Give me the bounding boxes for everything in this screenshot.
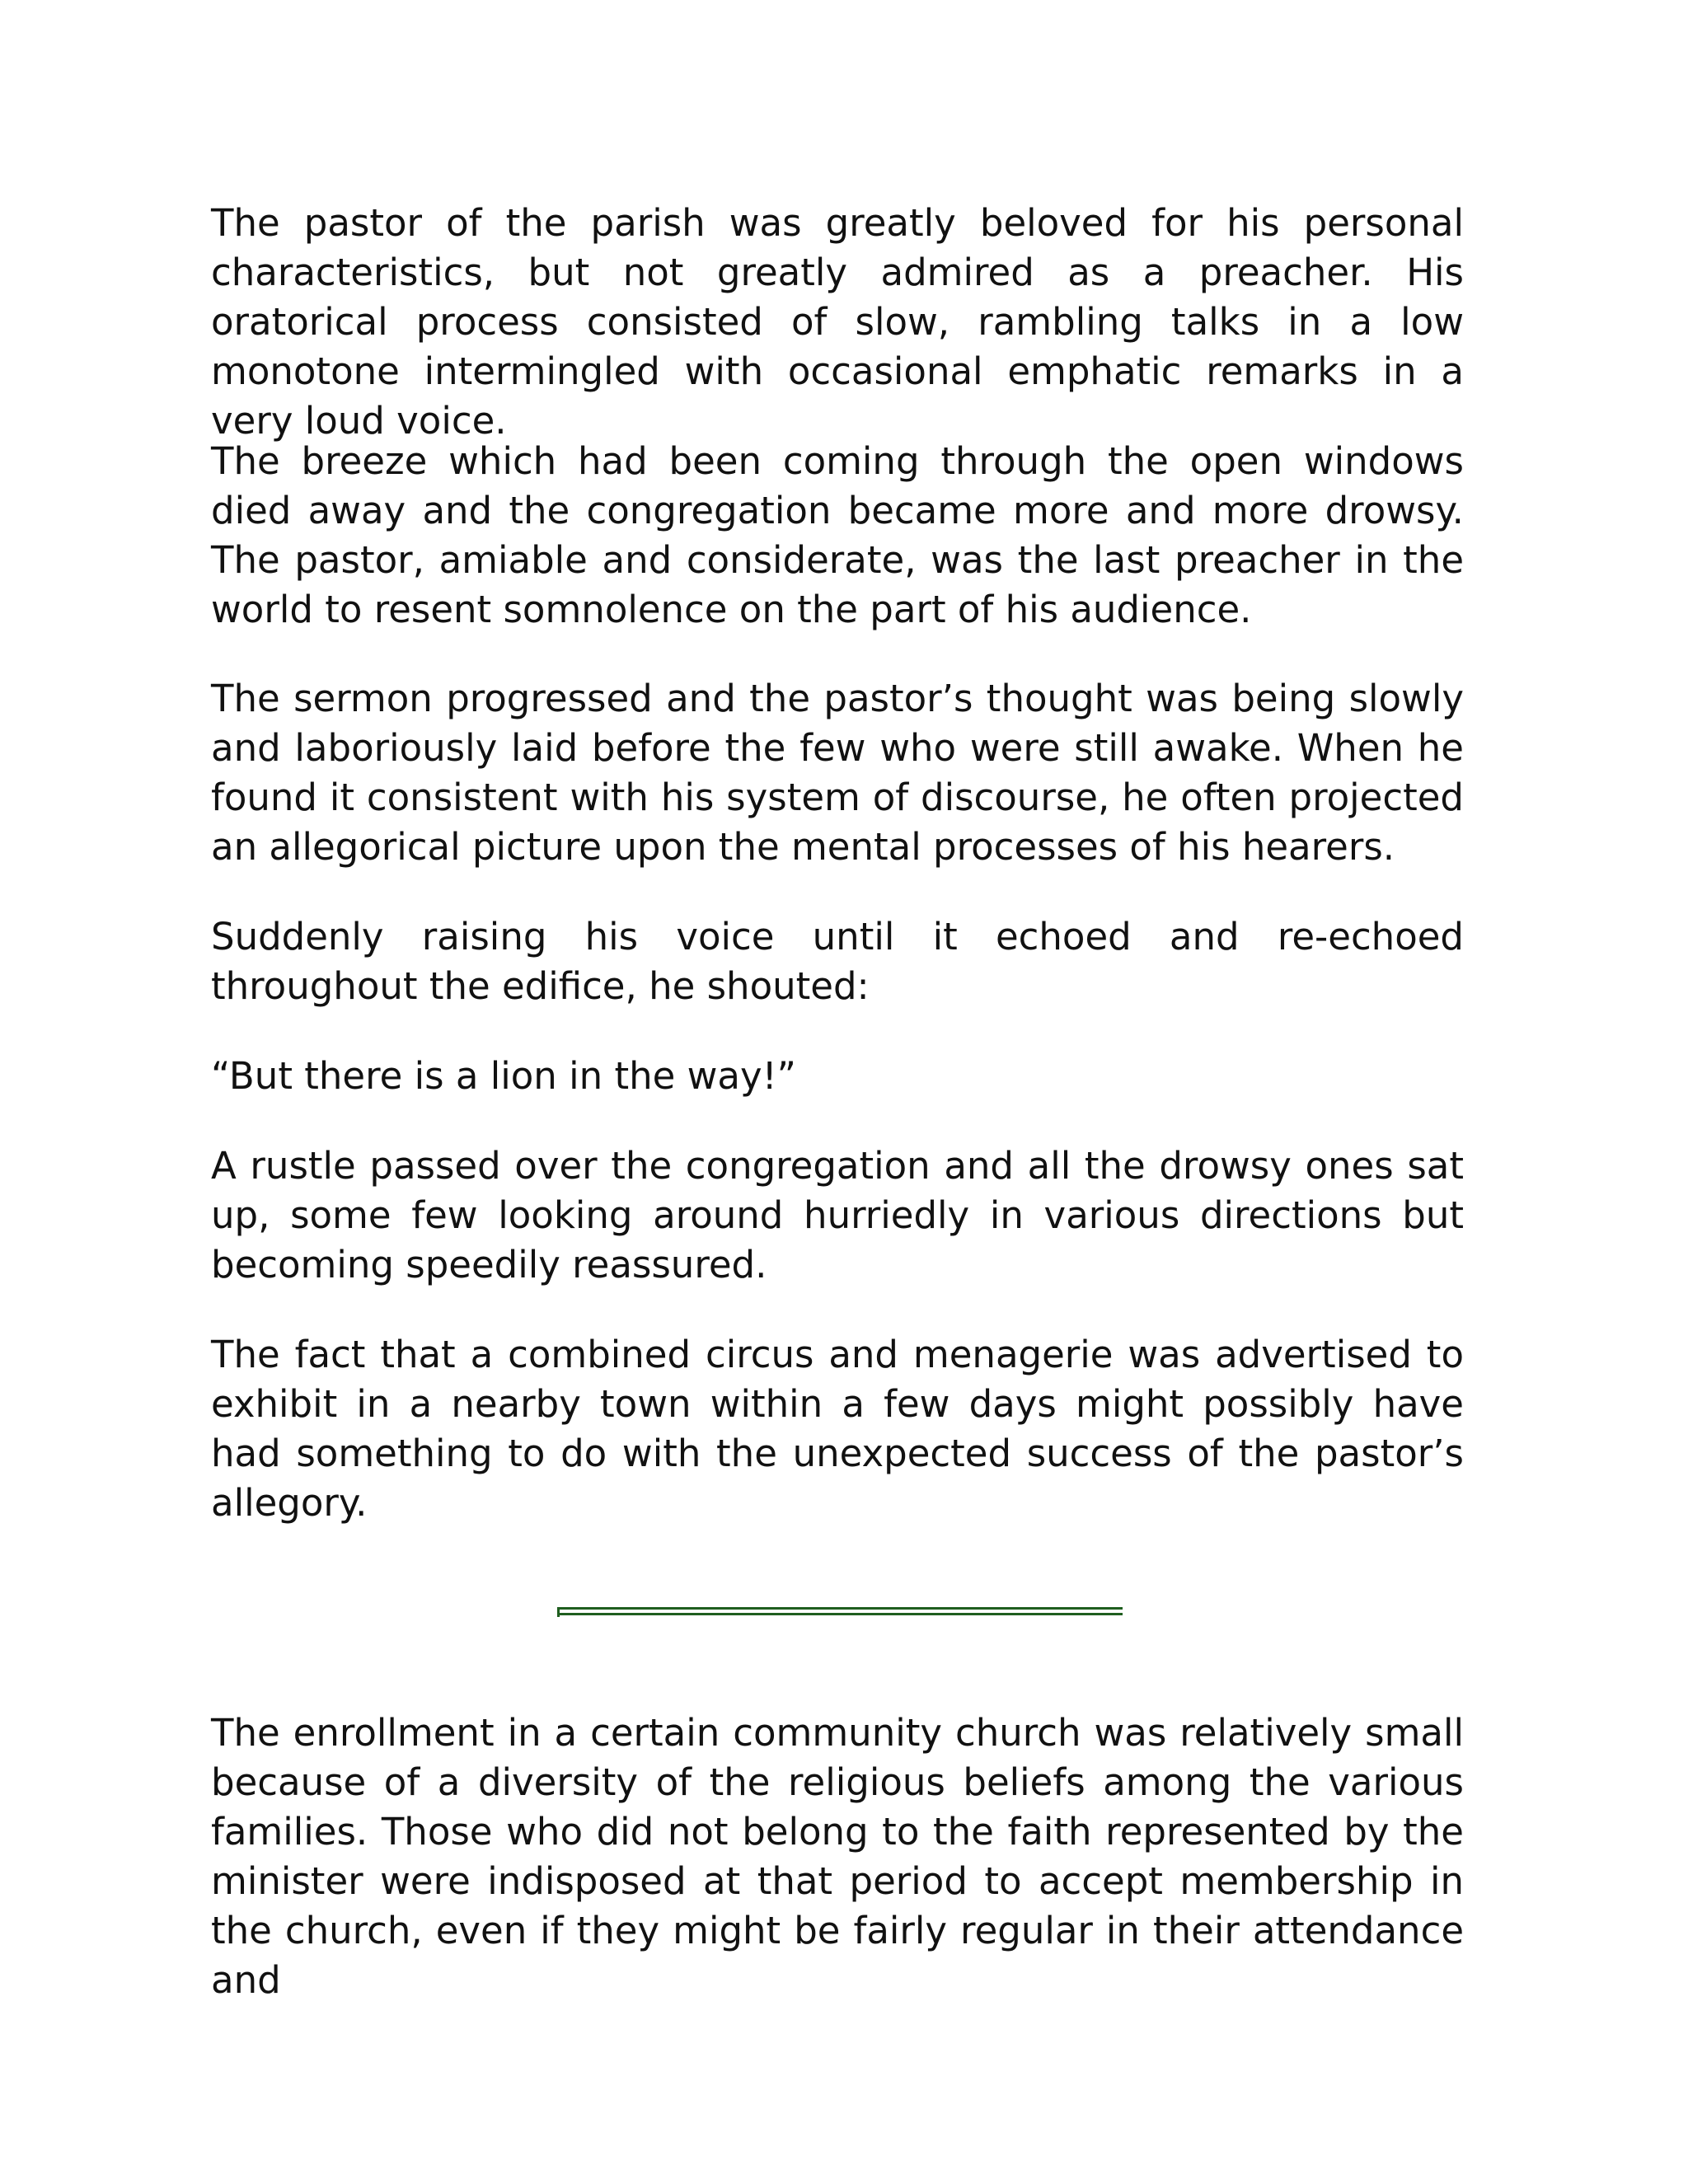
divider-line-bottom [557, 1613, 1123, 1615]
paragraph-2: The breeze which had been coming through the open windows died away and the congregation became more and more drowsy. The pastor, amiable and considerate, was the last preacher in the world to resent somnolence on the part of his audience. [211, 439, 1464, 631]
divider-line-top [557, 1607, 1123, 1610]
paragraph-8: The enrollment in a certain community church was relatively small because of a diversity of the religious beliefs among the various families. Those who did not belong to the faith represented by the minister were indisposed at that period to accept membership in the church, even if they might be fairly regular in their attendance and [211, 1711, 1464, 2002]
paragraph-4: Suddenly raising his voice until it echoed and re-echoed throughout the edifice, he shouted: [211, 915, 1464, 1008]
paragraph-1: The pastor of the parish was greatly beloved for his personal characteristics, but not greatly admired as a preacher. His oratorical process consisted of slow, rambling talks in a low monotone intermingled with occasional emphatic remarks in a very loud voice. [211, 201, 1464, 443]
paragraph-3: The sermon progressed and the pastor’s thought was being slowly and laboriously laid before the few who were still awake. When he found it consistent with his system of discourse, he often projected an allegorical picture upon the mental processes of his hearers. [211, 677, 1464, 869]
paragraph-7: The fact that a combined circus and menagerie was advertised to exhibit in a nearby town within a few days might possibly have had something to do with the unexpected success of the pastor’s allegory. [211, 1333, 1464, 1525]
paragraph-6: A rustle passed over the congregation and all the drowsy ones sat up, some few looking around hurriedly in various directions but becoming speedily reassured. [211, 1144, 1464, 1286]
divider-cap [557, 1607, 560, 1617]
paragraph-5-quote: “But there is a lion in the way!” [211, 1054, 796, 1098]
section-divider [557, 1607, 1123, 1617]
